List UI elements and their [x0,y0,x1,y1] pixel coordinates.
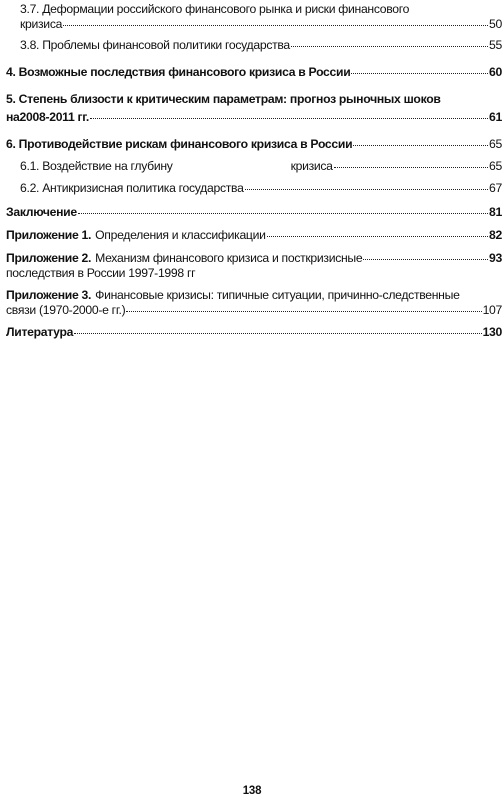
toc-entry-title: 3.7. Деформации российского финансового рынка и риски финансового [20,2,410,16]
dot-leader [74,333,481,334]
toc-entry-title-continued: на2008-2011 гг. [6,110,89,124]
toc-entry-label: Приложение 3. [6,288,92,302]
toc-entry-literature[interactable] [6,325,502,340]
dot-leader [245,189,488,190]
toc-page-number: 50 [489,17,502,31]
toc-entry-5[interactable] [6,92,502,125]
toc-entry-label: Приложение 2. [6,251,92,265]
toc-entry-title: 6. Противодействие рискам финансового кризиса в России [6,137,353,151]
toc-page-number: 93 [489,251,502,265]
dot-leader [353,145,488,146]
toc-page-number: 67 [489,181,502,195]
dot-leader [291,46,488,47]
toc-entry-6-2[interactable] [6,181,502,196]
table-of-contents [6,2,502,340]
dot-leader [351,73,488,74]
toc-entry-title: 3.8. Проблемы финансовой политики государства [20,38,290,52]
toc-page-number: 55 [489,38,502,52]
toc-page-number: 65 [489,137,502,151]
toc-entry-title: Механизм финансового кризиса и посткризисные [95,251,363,265]
toc-page-number: 60 [489,65,502,79]
toc-page-number: 65 [489,159,502,173]
toc-entry-3-7[interactable] [6,2,502,32]
toc-entry-6-1[interactable] [6,159,502,174]
toc-entry-title: Заключение [6,205,77,219]
toc-entry-title: 6.2. Антикризисная политика государства [20,181,244,195]
toc-entry-title: 5. Степень близости к критическим параметрам: прогноз рыночных шоков [6,92,441,106]
toc-entry-title-continued: связи (1970-2000-е гг.) [6,303,126,317]
toc-entry-4[interactable] [6,65,502,80]
toc-entry-title-continued: кризиса [290,159,333,173]
toc-entry-appendix-3[interactable] [6,288,502,318]
toc-entry-title: 6.1. Воздействие на глубину [20,159,173,173]
toc-entry-title-continued: последствия в России 1997-1998 гг [6,266,196,280]
toc-entry-title: Литература [6,325,74,339]
toc-entry-conclusion[interactable] [6,205,502,220]
dot-leader [78,213,488,214]
toc-entry-appendix-2[interactable] [6,251,502,281]
dot-leader [363,259,488,260]
page-number: 138 [242,785,262,797]
dot-leader [63,25,488,26]
toc-page-number: 130 [482,325,502,339]
toc-entry-title: 4. Возможные последствия финансового кризиса в России [6,65,351,79]
toc-page-number: 61 [489,110,502,124]
toc-entry-title-continued: кризиса [20,17,63,31]
dot-leader [126,311,481,312]
toc-entry-label: Приложение 1. [6,228,92,242]
toc-page-number: 107 [482,303,502,317]
dot-leader [267,236,488,237]
toc-entry-3-8[interactable] [6,38,502,53]
toc-entry-title: Финансовые кризисы: типичные ситуации, причинно-следственные [95,288,460,302]
toc-entry-6[interactable] [6,137,502,152]
toc-entry-title: Определения и классификации [95,228,266,242]
toc-page-number: 82 [489,228,502,242]
dot-leader [334,167,488,168]
dot-leader [90,118,488,119]
toc-page-number: 81 [489,205,502,219]
toc-entry-appendix-1[interactable] [6,228,502,243]
